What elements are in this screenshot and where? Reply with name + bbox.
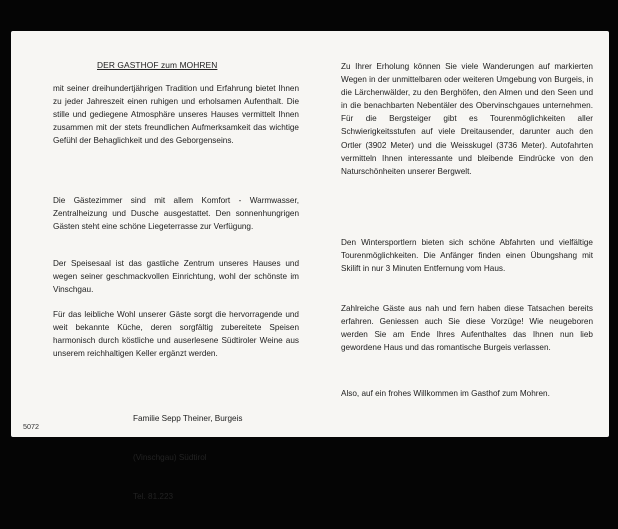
right-paragraph-1: Zu Ihrer Erholung können Sie viele Wanderungen auf markierten Wegen in der unmittelbaren oder weiteren Umgebung von Burgeis, in die Lärchenwälder, zu den Berghöfen, den Almen und den Seen und in die benachbarten Nebentäler des Obervinschgaues unternehmen. Für die Bergsteiger gibt es Tourenmöglichkeiten aller Schwierigkeitsstufen auf viele Dreitausender, darunter auch den Ortler (3902 Meter) und die Weisskugel (3736 Meter). Autofahrten vermitteln Ihnen interessante und bleibende Eindrücke von den Naturschönheiten unserer Bergwelt. bbox=[341, 62, 593, 176]
left-paragraph-2: Die Gästezimmer sind mit allem Komfort - Warmwasser, Zentralheizung und Dusche ausgestattet. Den sonnenhungrigen Gästen steht eine schöne Liegeterrasse zur Verfügung. bbox=[53, 196, 299, 232]
left-paragraph-3: Der Speisesaal ist das gastliche Zentrum unseres Hauses und wegen seiner geschmackvollen Einrichtung, wohl der schönste im Vinschgau. bbox=[53, 259, 299, 295]
signature-phone: Tel. 81.223 bbox=[133, 492, 174, 501]
reference-number: 5072 bbox=[23, 422, 39, 431]
left-paragraph-1: mit seiner dreihundertjährigen Tradition und Erfahrung bietet Ihnen zu jeder Jahreszeit einen ruhigen und erholsamen Aufenthalt. Die stille und gediegene Atmosphäre unseres Hauses vermittelt Ihnen zusammen mit der stets freundlichen Aufmerksamkeit das wichtige Gefühl der Behaglichkeit und des Geborgenseins. bbox=[53, 84, 299, 146]
right-paragraph-2: Den Wintersportlern bieten sich schöne Abfahrten und vielfältige Tourenmöglichkeiten. Die Anfänger finden einen Übungshang mit Skilift in nur 3 Minuten Entfernung vom Haus. bbox=[341, 238, 593, 274]
left-paragraph-4: Für das leibliche Wohl unserer Gäste sorgt die hervorragende und weit bekannte Küche, deren sorgfältig zubereitete Speisen harmonisch durch köstliche und auserlesene Südtiroler Weine aus unserem reichhaltigen Keller ergänzt werden. bbox=[53, 310, 299, 359]
document-title: DER GASTHOF zum MOHREN bbox=[97, 60, 218, 70]
postcard bbox=[11, 31, 609, 501]
signature-name: Familie Sepp Theiner, Burgeis bbox=[133, 414, 243, 423]
right-paragraph-3: Zahlreiche Gäste aus nah und fern haben diese Tatsachen bereits erfahren. Geniessen auch Sie diese Vorzüge! Wie neugeboren werden Sie am Ende Ihres Aufenthaltes das Ihnen nun lieb gewordene Haus und das romantische Burgeis verlassen. bbox=[341, 304, 593, 353]
right-paragraph-4: Also, auf ein frohes Willkommen im Gasthof zum Mohren. bbox=[341, 389, 550, 398]
signature-location: (Vinschgau) Südtirol bbox=[133, 453, 207, 462]
signature-block bbox=[133, 386, 243, 529]
